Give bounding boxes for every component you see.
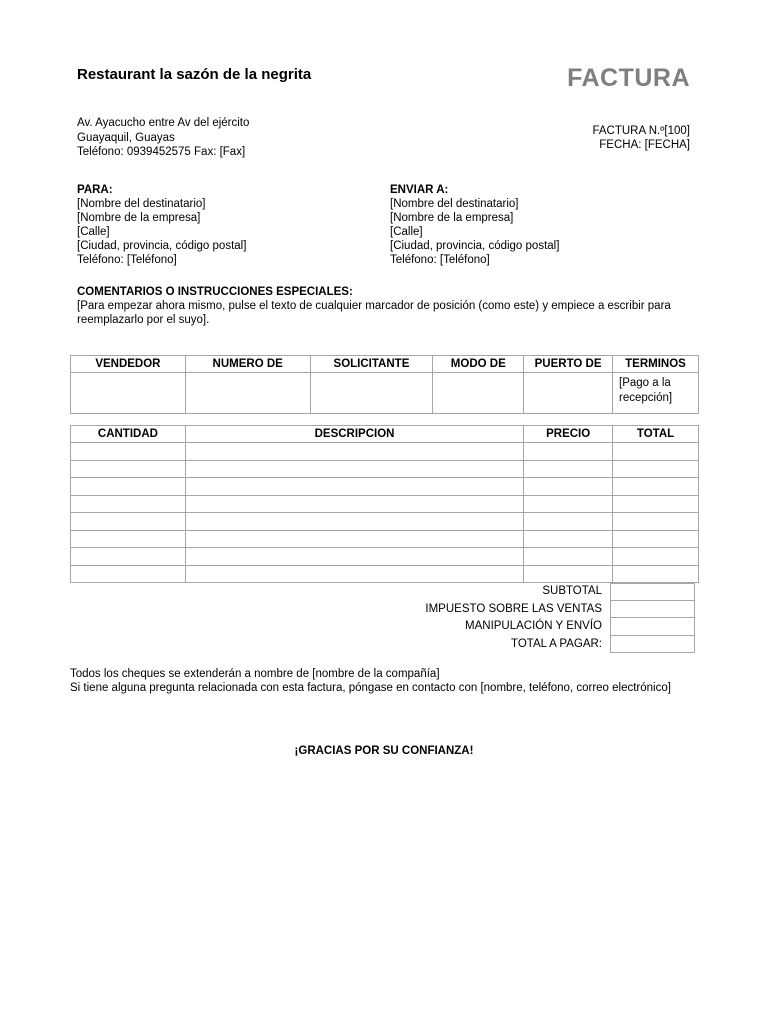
table-cell[interactable] [71, 478, 186, 496]
column-header: TOTAL [613, 426, 699, 443]
table-cell[interactable] [71, 565, 186, 583]
table-cell[interactable] [185, 495, 523, 513]
comments-header: COMENTARIOS O INSTRUCCIONES ESPECIALES: [77, 286, 353, 298]
invoice-number: FACTURA N.º[100] [592, 125, 690, 137]
table-cell[interactable] [71, 548, 186, 566]
company-address [77, 116, 249, 160]
table-row [71, 373, 699, 414]
table-cell[interactable] [613, 443, 699, 461]
shipping-value[interactable] [610, 618, 695, 636]
table-row [71, 548, 699, 566]
column-header: VENDEDOR [71, 356, 186, 373]
column-header: CANTIDAD [71, 426, 186, 443]
items-table-header-row [71, 426, 699, 443]
ship-to-phone: Teléfono: [Teléfono] [390, 254, 490, 266]
company-phone: Teléfono: 0939452575 Fax: [Fax] [77, 146, 246, 158]
table-cell[interactable] [71, 513, 186, 531]
table-cell[interactable] [71, 495, 186, 513]
table-cell[interactable] [185, 443, 523, 461]
bill-to-street: [Calle] [77, 226, 110, 238]
checks-note: Todos los cheques se extenderán a nombre de [nombre de la compañía] [70, 668, 440, 680]
table-cell[interactable] [613, 495, 699, 513]
total-row [70, 636, 699, 654]
company-name: Restaurant la sazón de la negrita [77, 66, 312, 83]
table-cell[interactable] [524, 460, 613, 478]
table-row [71, 460, 699, 478]
order-table-header-row [71, 356, 699, 373]
bill-to-header: PARA: [77, 184, 113, 196]
payment-notes [70, 667, 690, 695]
terms-cell[interactable]: [Pago a la recepción] [613, 373, 699, 414]
table-row [71, 478, 699, 496]
column-header: PRECIO [524, 426, 613, 443]
table-cell[interactable] [71, 460, 186, 478]
ship-to-header: ENVIAR A: [390, 184, 449, 196]
table-cell[interactable] [71, 443, 186, 461]
total-label: TOTAL A PAGAR: [511, 637, 602, 650]
table-cell[interactable] [524, 495, 613, 513]
thank-you-message: ¡GRACIAS POR SU CONFIANZA! [294, 745, 474, 757]
table-cell[interactable] [613, 530, 699, 548]
table-cell[interactable] [185, 530, 523, 548]
bill-to-city: [Ciudad, provincia, código postal] [77, 240, 247, 252]
ship-to-street: [Calle] [390, 226, 423, 238]
table-row [71, 513, 699, 531]
ship-to-name: [Nombre del destinatario] [390, 198, 519, 210]
bill-to-company: [Nombre de la empresa] [77, 212, 201, 224]
tax-row [70, 601, 699, 619]
table-cell[interactable] [613, 548, 699, 566]
invoice-date: FECHA: [FECHA] [599, 139, 690, 151]
items-table [70, 425, 699, 583]
subtotal-row [70, 583, 699, 601]
column-header: NÚMERO DE [185, 356, 310, 373]
shipping-label: MANIPULACIÓN Y ENVÍO [465, 620, 602, 632]
table-row [71, 443, 699, 461]
tax-label: IMPUESTO SOBRE LAS VENTAS [425, 602, 602, 615]
comments-text: [Para empezar ahora mismo, pulse el texto de cualquier marcador de posición (como este) y empiece a escribir para reemplazarlo por el suyo]. [77, 300, 671, 326]
contact-note: Si tiene alguna pregunta relacionada con esta factura, póngase en contacto con [nombre, teléfono, correo electrónico] [70, 682, 671, 694]
shipping-row [70, 618, 699, 636]
table-cell[interactable] [185, 513, 523, 531]
bill-to-block [77, 183, 246, 267]
ship-to-block [390, 183, 559, 267]
table-cell[interactable] [185, 478, 523, 496]
comments-block [77, 285, 697, 327]
order-info-table [70, 355, 699, 414]
table-cell[interactable] [310, 373, 433, 414]
table-cell[interactable] [185, 565, 523, 583]
column-header: TÉRMINOS [613, 356, 699, 373]
column-header: DESCRIPCIÓN [185, 426, 523, 443]
document-title: FACTURA [567, 64, 690, 92]
table-cell[interactable] [185, 548, 523, 566]
table-cell[interactable] [524, 478, 613, 496]
subtotal-value[interactable] [610, 583, 695, 601]
ship-to-company: [Nombre de la empresa] [390, 212, 514, 224]
table-cell[interactable] [524, 530, 613, 548]
table-cell[interactable] [433, 373, 524, 414]
ship-to-city: [Ciudad, provincia, código postal] [390, 240, 560, 252]
totals-block [70, 583, 699, 653]
table-row [71, 495, 699, 513]
table-cell[interactable] [524, 565, 613, 583]
table-row [71, 565, 699, 583]
table-cell[interactable] [613, 513, 699, 531]
bill-to-name: [Nombre del destinatario] [77, 198, 206, 210]
address-line: Guayaquil, Guayas [77, 131, 175, 144]
address-line: Av. Ayacucho entre Av del ejército [77, 117, 250, 129]
table-cell[interactable] [524, 443, 613, 461]
total-value[interactable] [610, 636, 695, 654]
subtotal-label: SUBTOTAL [542, 585, 602, 597]
tax-value[interactable] [610, 601, 695, 619]
bill-to-phone: Teléfono: [Teléfono] [77, 254, 177, 266]
table-cell[interactable] [613, 565, 699, 583]
table-cell[interactable] [185, 460, 523, 478]
table-row [71, 530, 699, 548]
table-cell[interactable] [613, 478, 699, 496]
invoice-meta [592, 124, 690, 152]
column-header: MODO DE [433, 356, 524, 373]
table-cell[interactable] [71, 530, 186, 548]
table-cell[interactable] [524, 513, 613, 531]
column-header: PUERTO DE [524, 356, 613, 373]
table-cell[interactable] [524, 373, 613, 414]
table-cell[interactable] [71, 373, 186, 414]
column-header: SOLICITANTE [310, 356, 433, 373]
table-cell[interactable] [524, 548, 613, 566]
table-cell[interactable] [185, 373, 310, 414]
table-cell[interactable] [613, 460, 699, 478]
